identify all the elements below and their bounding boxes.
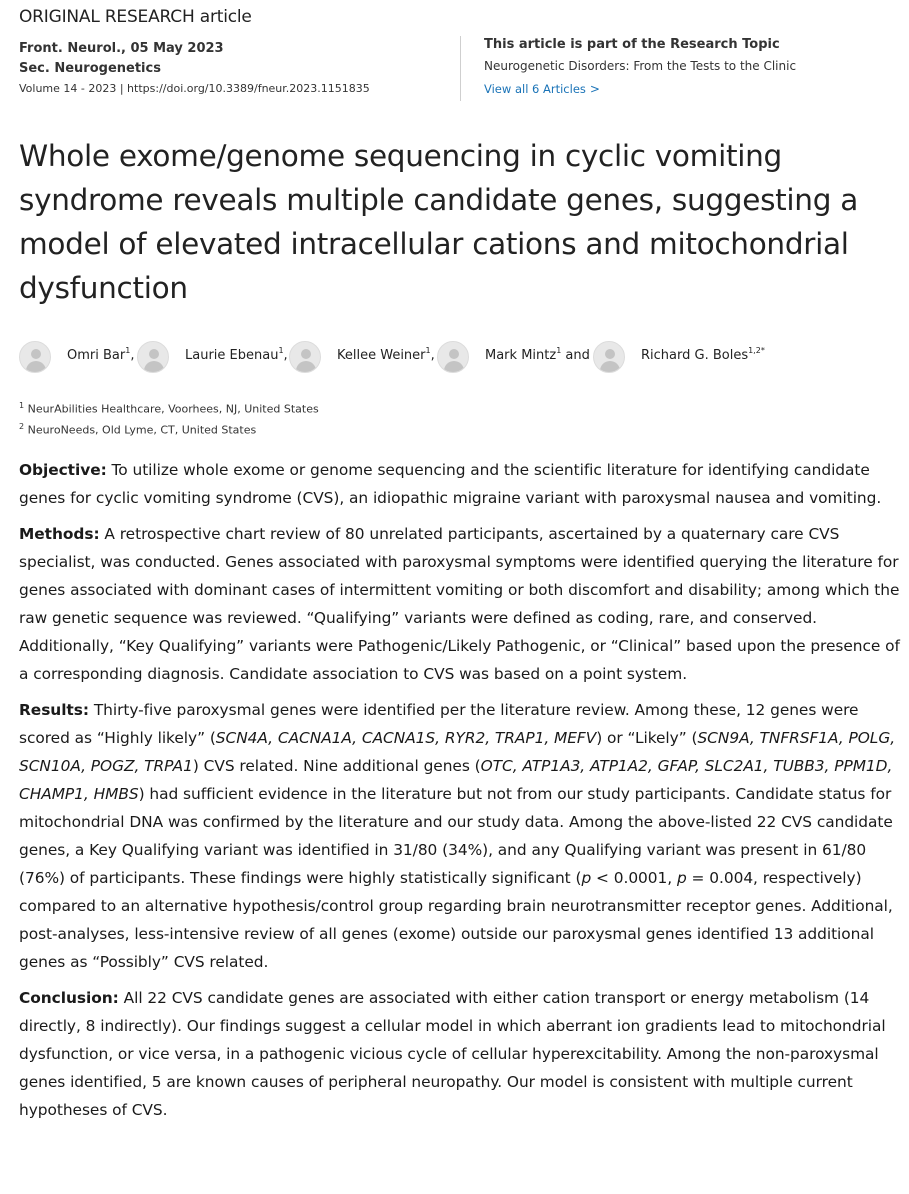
author-name: Richard G. Boles$^{1,2*}$ — [641, 346, 765, 363]
research-topic-box — [484, 35, 904, 101]
author-name: Kellee Weiner$^1$, — [337, 346, 435, 363]
article-title: Whole exome/genome sequencing in cyclic vomiting syndrome reveals multiple candidate genes, suggesting a model of elevated intracellular cations and mitochondrial dysfunction — [19, 139, 858, 305]
avatar-placeholder-icon — [289, 341, 321, 373]
article-type: ORIGINAL RESEARCH article — [19, 7, 252, 27]
view-all-articles-link[interactable] — [484, 77, 600, 101]
author-name: Mark Mintz$^1$ and — [485, 346, 590, 363]
abstract-results: Results: Thirty-five paroxysmal genes were identified per the literature review. Among these, 12 genes were scored as “Highly likely” (SCN4A, CACNA1A, CACNA1S, RYR2, TRAP1, MEFV) or “Likely” (SCN9A, TNFRSF1A, POLG, SCN10A, POGZ, TRPA1) CVS related. Nine additional genes (OTC, ATP1A3, ATP1A2, GFAP, SLC2A1, TUBB3, PPM1D, CHAMP1, HMBS) had sufficient evidence in the literature but not from our study participants. Candidate status for mitochondrial DNA was confirmed by the literature and our study data. Among the above-listed 22 CVS candidate genes, a Key Qualifying variant was identified in 31/80 (34%), and any Qualifying variant was present in 61/80 (76%) of participants. These findings were highly statistically significant (p < 0.0001, p = 0.004, respectively) compared to an alternative hypothesis/control group regarding brain neurotransmitter receptor genes. Additional, post-analyses, less-intensive review of all genes (exome) outside our paroxysmal genes identified 13 additional genes as “Possibly” CVS related. — [19, 701, 896, 971]
research-topic-heading: This article is part of the Research Topic — [484, 37, 780, 52]
author-laurie-ebenau[interactable] — [137, 340, 288, 374]
view-all-articles-label: View all 6 Articles — [484, 82, 586, 96]
avatar-placeholder-icon — [137, 341, 169, 373]
affiliation-1: $^1$ NeurAbilities Healthcare, Voorhees, NJ, United States — [19, 401, 319, 416]
author-name: Laurie Ebenau$^1$, — [185, 346, 288, 363]
avatar-placeholder-icon — [437, 341, 469, 373]
author-richard-boles[interactable] — [593, 340, 765, 374]
article-meta — [19, 39, 449, 99]
author-omri-bar[interactable] — [19, 340, 135, 374]
author-kellee-weiner[interactable] — [289, 340, 435, 374]
abstract-conclusion: Conclusion: All 22 CVS candidate genes are associated with either cation transport or energy metabolism (14 directly, 8 indirectly). Our findings suggest a cellular model in which aberrant ion gradients lead to mitochondrial dysfunction, or vice versa, in a pathogenic vicious cycle of cellular hyperexcitability. Among the non-paroxysmal genes identified, 5 are known causes of peripheral neuropathy. Our model is consistent with multiple current hypotheses of CVS. — [19, 989, 886, 1119]
meta-divider — [460, 36, 461, 101]
avatar-placeholder-icon — [593, 341, 625, 373]
journal-date: Front. Neurol., 05 May 2023 — [19, 41, 224, 56]
affiliation-2: $^2$ NeuroNeeds, Old Lyme, CT, United States — [19, 421, 257, 437]
abstract — [19, 456, 903, 1132]
volume-doi[interactable]: Volume 14 - 2023 | https://doi.org/10.3389/fneur.2023.1151835 — [19, 82, 370, 95]
affiliations — [19, 397, 319, 438]
abstract-objective: Objective: To utilize whole exome or genome sequencing and the scientific literature for identifying candidate genes for cyclic vomiting syndrome (CVS), an idiopathic migraine variant with paroxysmal nausea and vomiting. — [19, 461, 882, 507]
abstract-methods: Methods: A retrospective chart review of 80 unrelated participants, ascertained by a quaternary care CVS specialist, was conducted. Genes associated with paroxysmal symptoms were identified querying the literature for genes associated with dominant cases of intermittent vomiting or both discomfort and disability; among which the raw genetic sequence was reviewed. “Qualifying” variants were defined as coding, rare, and conserved. Additionally, “Key Qualifying” variants were Pathogenic/Likely Pathogenic, or “Clinical” based upon the presence of a corresponding diagnosis. Candidate association to CVS was based on a point system. — [19, 525, 900, 683]
author-name: Omri Bar$^1$, — [67, 346, 135, 363]
author-list — [19, 340, 899, 374]
author-mark-mintz[interactable] — [437, 340, 590, 374]
journal-section: Sec. Neurogenetics — [19, 61, 161, 76]
avatar-placeholder-icon — [19, 341, 51, 373]
chevron-right-icon: > — [589, 82, 600, 96]
research-topic-name[interactable]: Neurogenetic Disorders: From the Tests to the Clinic — [484, 59, 797, 73]
